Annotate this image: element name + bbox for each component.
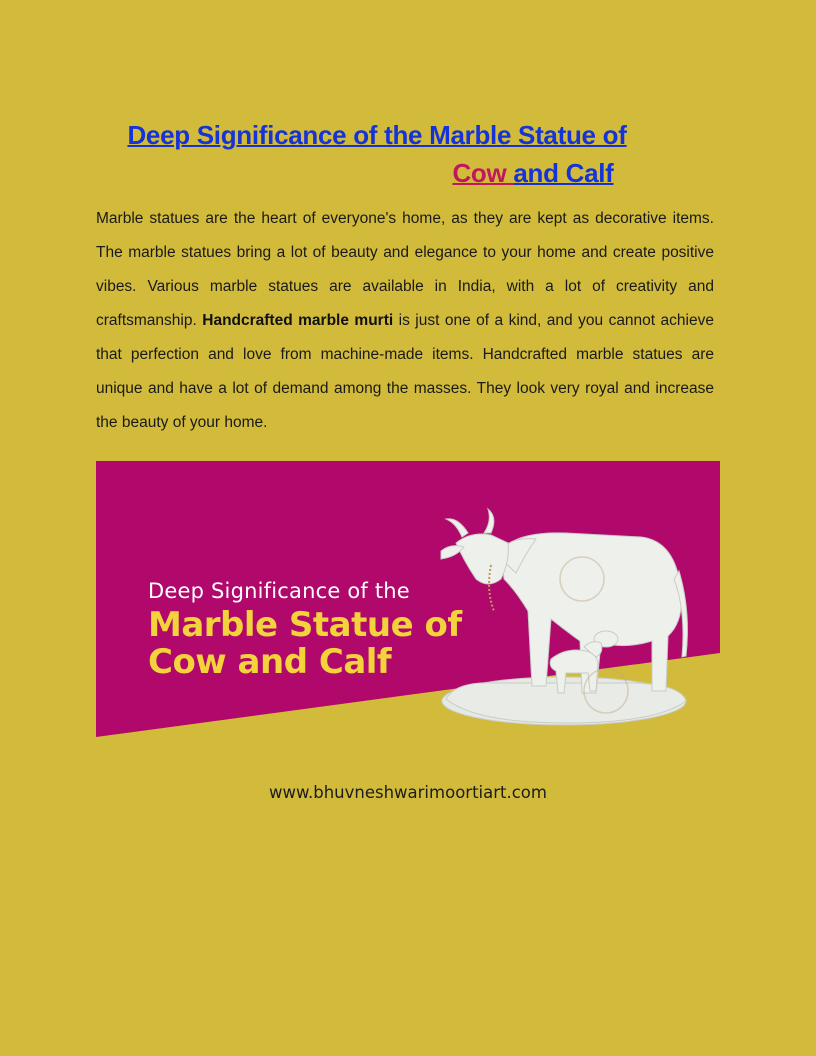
title-link-cow[interactable]: Cow xyxy=(452,158,514,188)
banner-subtitle: Deep Significance of the xyxy=(148,579,410,603)
page-title xyxy=(96,116,720,192)
bold-keyword: Handcrafted marble murti xyxy=(202,312,394,329)
title-link-and-calf[interactable]: and Calf xyxy=(513,158,614,188)
banner-headline-line2: Cow and Calf xyxy=(148,642,392,682)
title-link-line1[interactable]: Deep Significance of the Marble Statue of xyxy=(127,120,627,150)
banner-url: www.bhuvneshwarimoortiart.com xyxy=(269,783,547,802)
intro-text-part2: is just one of a kind, and you cannot achieve that perfection and love from machine-made items. Handcrafted marble statues are unique and have a lot of demand among the masses. They look very royal and increase the beauty of your home. xyxy=(96,312,714,431)
title-line2 xyxy=(96,154,720,192)
banner-headline xyxy=(148,607,462,681)
banner-image xyxy=(96,461,720,811)
intro-paragraph xyxy=(96,202,714,440)
intro-text-part1: Marble statues are the heart of everyone's home, as they are kept as decorative items. The marble statues bring a lot of beauty and elegance to your home and create positive vibes. Various marble statues are available in India, with a lot of creativity and craftsmanship. xyxy=(96,210,714,329)
banner-headline-line1: Marble Statue of xyxy=(148,605,462,645)
